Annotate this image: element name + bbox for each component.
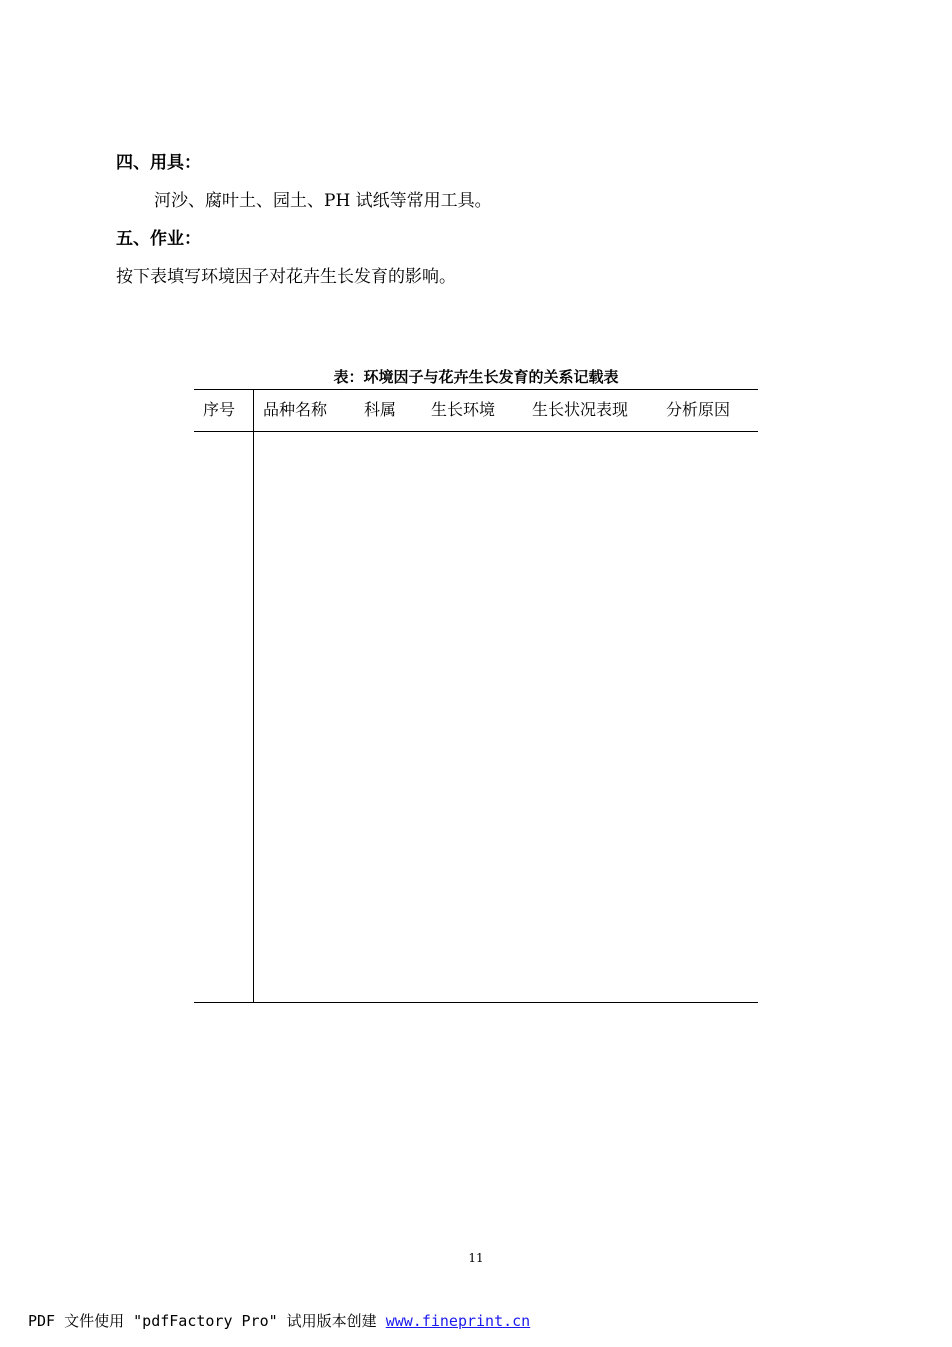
column-header-analysis: 分析原因	[666, 400, 731, 419]
tools-paragraph: 河沙、腐叶土、园土、PH 试纸等常用工具。	[154, 191, 492, 211]
pdf-footer	[28, 1311, 530, 1331]
footer-link[interactable]: www.fineprint.cn	[385, 1312, 531, 1330]
column-header-family: 科属	[364, 400, 397, 419]
column-header-variety: 品种名称	[263, 400, 328, 419]
table-caption: 表：环境因子与花卉生长发育的关系记载表	[333, 368, 619, 386]
section-heading-homework: 五、作业：	[116, 229, 201, 249]
column-header-index: 序号	[203, 400, 236, 419]
section-heading-tools: 四、用具：	[116, 153, 201, 173]
table-bottom-rule	[194, 1002, 758, 1003]
homework-paragraph: 按下表填写环境因子对花卉生长发育的影响。	[116, 267, 456, 287]
page-number: 11	[468, 1251, 484, 1265]
table-top-rule	[194, 389, 758, 390]
column-header-growth-status: 生长状况表现	[532, 400, 629, 419]
column-header-environment: 生长环境	[431, 400, 496, 419]
footer-text: PDF 文件使用 "pdfFactory Pro" 试用版本创建	[28, 1312, 386, 1330]
table-body-empty	[194, 432, 758, 1002]
